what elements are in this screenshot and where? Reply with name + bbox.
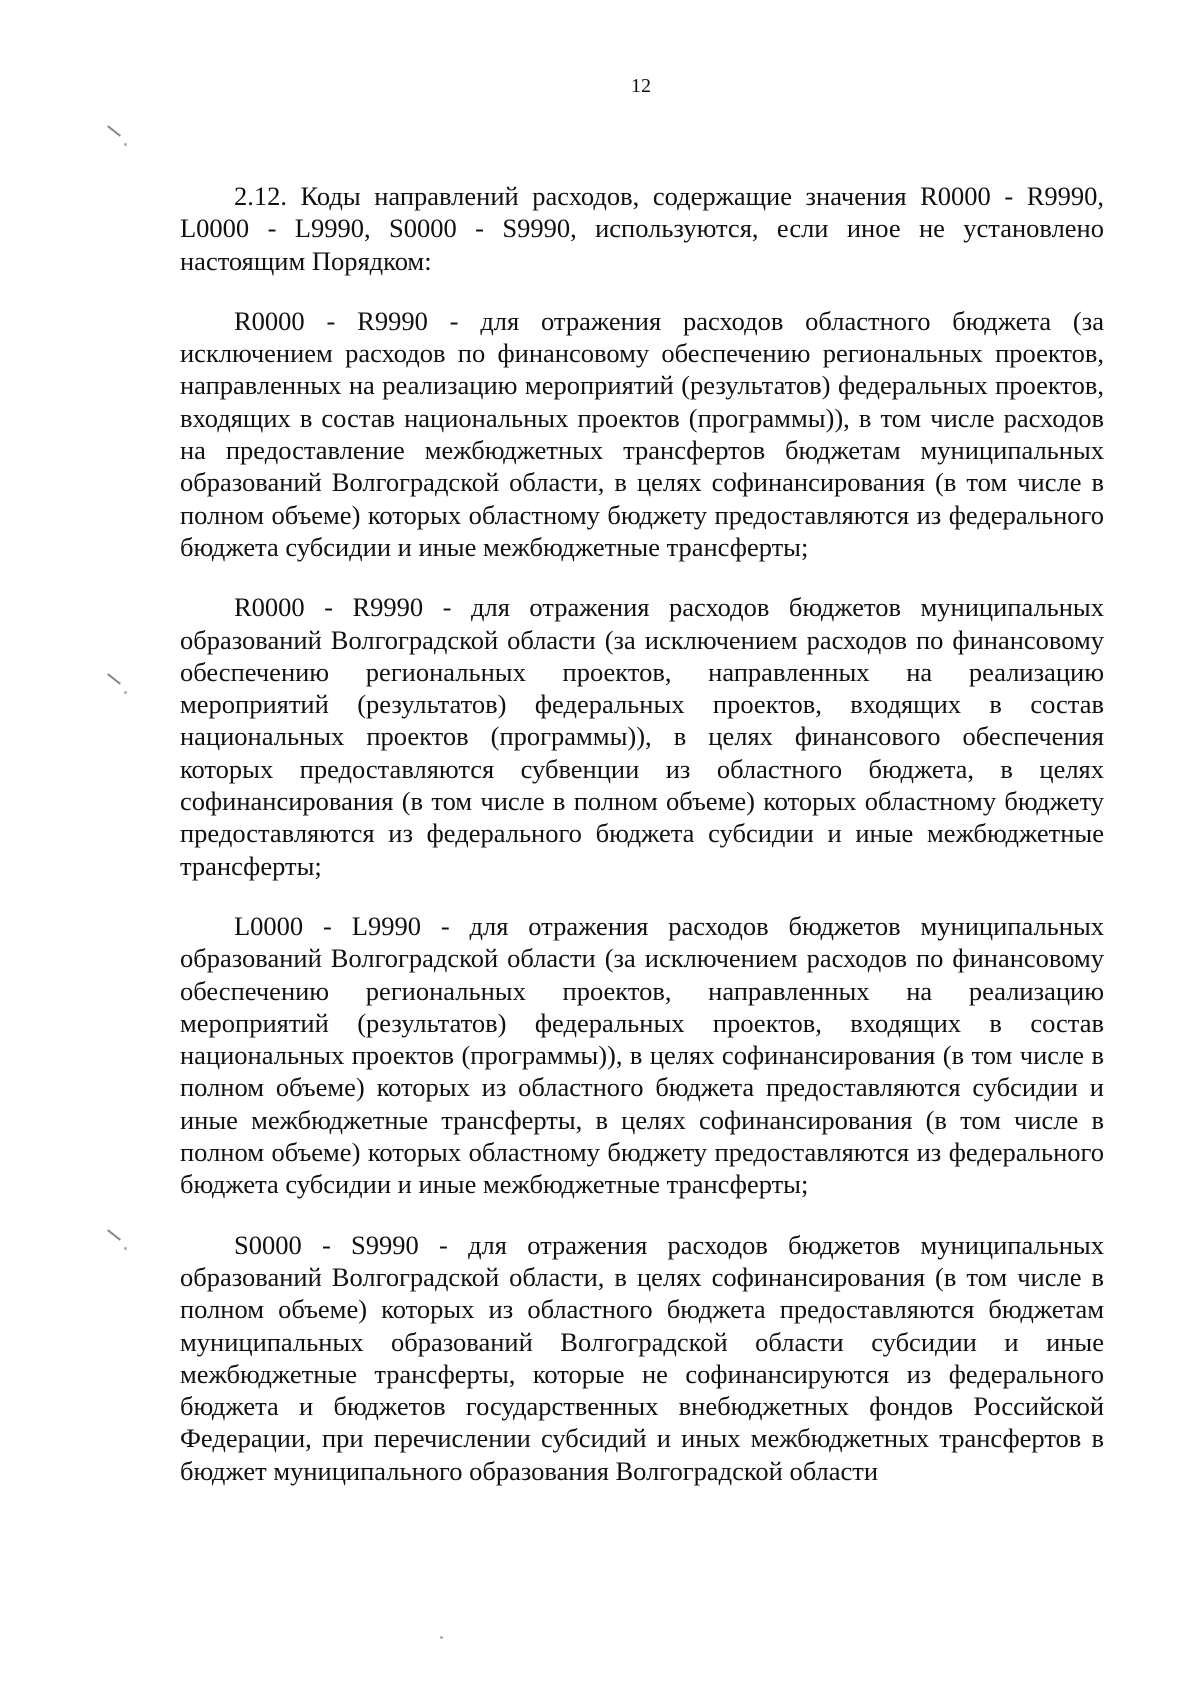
scan-artifact-dot [124, 143, 127, 146]
scan-artifact-mark [107, 125, 121, 136]
document-body [180, 180, 1104, 1515]
scan-artifact-dot [124, 1247, 127, 1250]
paragraph-r-codes-municipal: R0000 - R9990 - для отражения расходов бюджетов муниципальных образований Волгоградской области (за исключением расходов по финансовому обеспечению региональных проектов, направленных на реализацию мероприятий (результатов) федеральных проектов, входящих в состав национальных проектов (программы)), в целях финансового обеспечения которых предоставляются субвенции из областного бюджета, в целях софинансирования (в том числе в полном объеме) которых областному бюджету предоставляются из федерального бюджета субсидии и иные межбюджетные трансферты; [180, 592, 1104, 881]
paragraph-l-codes: L0000 - L9990 - для отражения расходов бюджетов муниципальных образований Волгоградской области (за исключением расходов по финансовому обеспечению региональных проектов, направленных на реализацию мероприятий (результатов) федеральных проектов, входящих в состав национальных проектов (программы)), в целях софинансирования (в том числе в полном объеме) которых из областного бюджета предоставляются субсидии и иные межбюджетные трансферты, в целях софинансирования (в том числе в полном объеме) которых областному бюджету предоставляются из федерального бюджета субсидии и иные межбюджетные трансферты; [180, 910, 1104, 1200]
scan-artifact-dot [440, 1636, 443, 1639]
paragraph-r-codes-regional: R0000 - R9990 - для отражения расходов областного бюджета (за исключением расходов по финансовому обеспечению региональных проектов, направленных на реализацию мероприятий (результатов) федеральных проектов, входящих в состав национальных проектов (программы)), в том числе расходов на предоставление межбюджетных трансфертов бюджетам муниципальных образований Волгоградской области, в целях софинансирования (в том числе в полном объеме) которых областному бюджету предоставляются из федерального бюджета субсидии и иные межбюджетные трансферты; [180, 305, 1104, 562]
scan-artifact-mark [107, 1229, 121, 1240]
paragraph-intro: 2.12. Коды направлений расходов, содержащие значения R0000 - R9990, L0000 - L9990, S0000 - S9990, используются, если иное не установлено настоящим Порядком: [180, 181, 1104, 276]
page-number: 12 [631, 75, 651, 97]
paragraph-s-codes: S0000 - S9990 - для отражения расходов бюджетов муниципальных образований Волгоградской области, в целях софинансирования (в том числе в полном объеме) которых из областного бюджета предоставляются бюджетам муниципальных образований Волгоградской области субсидии и иные межбюджетные трансферты, которые не софинансируются из федерального бюджета и бюджетов государственных внебюджетных фондов Российской Федерации, при перечислении субсидий и иных межбюджетных трансфертов в бюджет муниципального образования Волгоградской области [180, 1229, 1104, 1486]
scan-artifact-dot [124, 691, 127, 694]
scan-artifact-mark [107, 673, 121, 684]
